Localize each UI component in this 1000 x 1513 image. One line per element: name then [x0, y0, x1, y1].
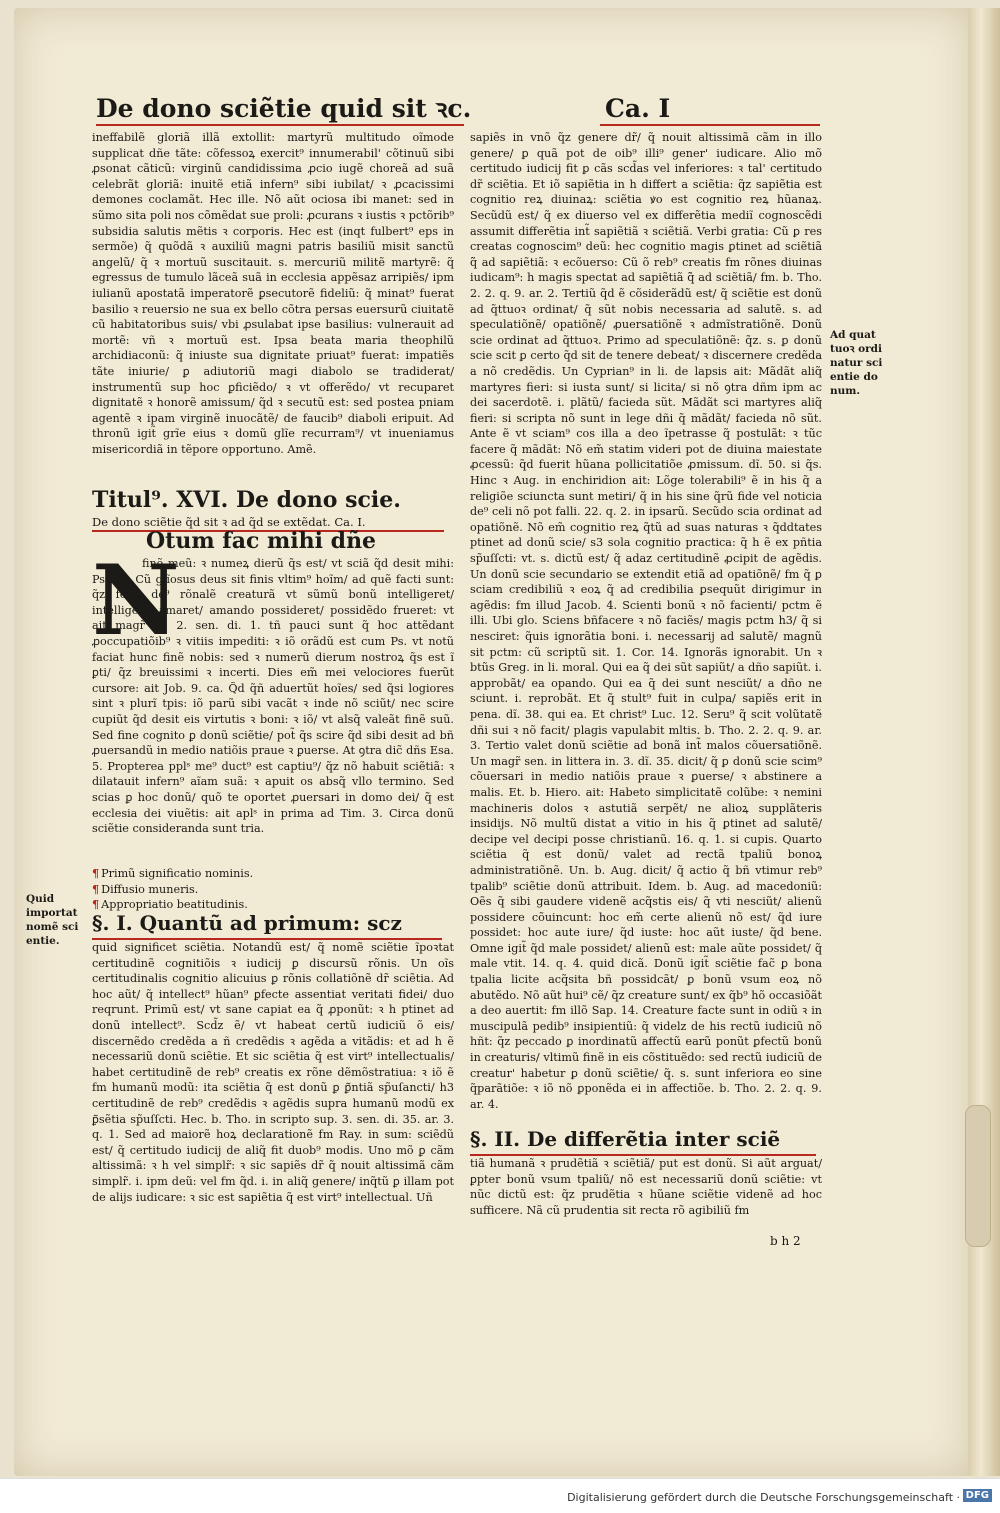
header-rule-right	[600, 124, 820, 126]
header-rule-left	[96, 124, 464, 126]
dfg-logo-icon: DFG	[963, 1489, 992, 1502]
paragraph-text: finẽ meũ: ꝛ numeꝝ dierũ q̃s est/ vt sciã q̃d desit mihi: Ps. 38. Cũ glĩosus deus sit finis vltim⁹ hoĩm/ ad quẽ facti sunt: q̃z fecit de⁹ rõnalẽ creaturã vt sũmũ bonũ intelligeret/ intelligẽdo amaret/ amando possideret/ possidẽdo frueret: vt ait magr̃ in. 2. sen. di. 1. tñ pauci sunt q̃ hoc attẽdant ꝓoccupatiõib⁹ ꝛ vitiis impediti: ꝛ iõ orãdũ est cum Ps. vt notũ faciat hunc finẽ nobis: sed ꝛ numerũ dierum nostroꝝ q̃s est ĩ ꝑti/ q̃z breuissimi ꝛ incerti. Dies em̃ mei velociores fuerũt cursore: ait Job. 9. ca. Q̃d q̃ñ aduertũt hoĩes/ sed q̃si logiores sint ꝛ plurĩ tpis: iõ parũ sibi vacãt ꝛ inde nõ sciũt/ nec scire cupiũt q̃d desit eis virtutis ꝛ boni: ꝛ iõ/ vt alsq̃ valeãt finẽ suũ. Sed fine cognito ꝑ donũ sciẽtie/ pot̃ q̃s scire q̃d sibi desit ad bñ ꝓuersandũ in medio natiõis praue ꝛ ꝑuerse. At ꝯtra dic̃ dñs Esa. 5. Propterea pplˢ me⁹ duct⁹ est captiu⁹/ q̃z nõ habuit sciẽtiã: ꝛ dilatauit infern⁹ aĩam suã: ꝛ apuit os absq̃ vllo termino. Sed scias ꝑ hoc donũ/ quõ te oportet ꝓuersari in domo dei/ q̃ est ecclesia dei viuẽtis: ait aplˢ in prima ad Tim. 3. Circa donũ sciẽtie consideranda sunt tria.	[92, 557, 454, 836]
topic-list	[92, 866, 253, 913]
running-head-left: De dono sciẽtie quid sit ꝛc.	[96, 94, 472, 123]
paragraph-text: quid significet sciẽtia. Notandũ est/ q̃ nomẽ sciẽtie ĩpoꝛtat certitudinẽ cognitiõis ꝛ iudicij ꝑ discursũ rõnis. Un oĩs certitudinalis cognitio alicuius ꝑ rõnis collatiõnẽ dr̃ sciẽtia. Ad hoc aũt/ q̃ intellect⁹ hũan⁹ ꝑfecte assentiat veritati fidei/ duo reqrunt. Primũ est/ vt sane capiat ea q̃ ꝓponũt: ꝛ h ptinet ad donũ intellect⁹. Scd̃z ẽ/ vt habeat certũ iudiciũ õ eis/ discernẽdo credẽda a ñ credẽdis ꝛ agẽda a vitãdis: et ad h ẽ necessariũ donũ sciẽtie. Et sic sciẽtia q̃ est virt⁹ intellectualis/ habet certitudinẽ de reb⁹ creatis ex rõne dẽmõstratiua: ꝛ iõ ẽ fm humanũ modũ: ita sciẽtia q̃ est donũ ꝑ ꝑ̃ntiã sp̃uſancti/ h3 certitudinẽ de reb⁹ credẽdis ꝛ agẽdis supra humanũ modũ ex ꝑ̃sẽtia sp̃uſſcti. Hec. b. Tho. in scripto sup. 3. sen. di. 35. ar. 3. q. 1. Sed ad maiorẽ hoꝝ declarationẽ fm Ray. in sum: sciẽdũ est/ q̃ certitudo iudicij de aliq̃ fit duob⁹ modis. Uno mõ ꝑ cãm altissimã: ꝛ h vel simplr̃: ꝛ sic sapiẽs dr̃ q̃ nouit altissimã cãm simplr̃. i. ipm deũ: vel fm q̃d. i. in aliq̃ genere/ inq̃tũ ꝑ illam pot de alijs iudicare: ꝛ sic est sapiẽtia q̃ est virt⁹ intellectual. Uñ	[92, 941, 454, 1204]
paragraph-text: sapiẽs in vnõ q̃z genere dr̃/ q̃ nouit altissimã cãm in illo genere/ ꝑ quã pot de oib⁹ illi⁹ gener' iudicare. Alio mõ certitudo iudicij fit ꝑ cãs scd̃as vel inferiores: ꝛ tal' certitudo dr̃ sciẽtia. Et iõ sapiẽtia in h differt a sciẽtia: q̃z sapiẽtia est cognitio reꝝ diuinaꝝ: sciẽtia ꝟo est cognitio reꝝ hũanaꝝ. Secũdũ est/ q̃ ex diuerso vel ex differẽtia mediĩ cognoscẽdi assumit differẽtia int̃ sapiẽtiã ꝛ sciẽtiã. Verbi gratia: Cũ ꝑ res creatas cognoscim⁹ deũ: hec cognitio magis ꝑtinet ad sciẽtiã q̃̃ ad sapiẽtiã: ꝛ ecõuerso: Cũ õ reb⁹ creatis fm rõnes diuinas iudicam⁹: h magis spectat ad sapiẽtiã q̃̃ ad sciẽtiã/ fm. b. Tho. 2. 2. q. 9. ar. 2. Tertiũ q̃d ẽ cõsiderãdũ est/ q̃ sciẽtie est donũ ad q̃ttuoꝛ ordinat/ q̃ sũt nobis necessaria ad salutẽ. s. ad speculatiõnẽ/ opatiõnẽ/ ꝓuersatiõnẽ ꝛ admĩstratiõnẽ. Donũ scie ordinat ad q̃ttuoꝛ. Primo ad speculatiõnẽ: q̃z. s. ꝑ donũ scie scit ꝑ certo q̃d sit de tenere debeat/ ꝛ discernere credẽda a nõ credẽdis. Un Cyprian⁹ in li. de lapsis ait: Mãdãt aliq̃ martyres fieri: si iusta sunt/ si licita/ si nõ ꝯtra dñm ipm ac dei sacerdotẽ. i. plãtũ/ facieda sũt. Mãdãt sci martyres aliq̃ fieri: si scripta nõ sunt in lege dñi q̃ mãdãt/ facieda nõ sũt. Ante ẽ vt sciam⁹ cos illa a deo ĩpetrasse q̃ postulãt: ꝛ tũc facere q̃ mãdãt: Nõ em̃ statim videri pot de diuina maiestate ꝓcessũ: q̃d fuerit hũana pollicitatiõe ꝓmissum. dĩ. 50. si q̃s. Hinc ꝛ Aug. in enchiridion ait: Lõge tolerabili⁹ ẽ in his q̃ a religiõe sciuncta sunt metiri/ q̃ in his sine q̃rũ fide vel noticia de⁹ celi nõ pot falli. 22. q. 2. in ipsarũ. Secũdo scia ordinat ad opatiõnẽ. Nõ em̃ cognitio reꝝ q̃tũ ad suas naturas ꝛ q̃ddtates ptinet ad donũ scie/ s3 sola cognitio practica: q̃ h ẽ ex pñtia sp̃uſſcti: vt. s. dictũ est/ q̃ adaz certitudinẽ ꝓcipit de agẽdis. Un donũ scie secundario se extendit etiã ad opatiõnẽ/ fm q̃ ꝑ sciam credibiliũ ꝛ eoꝝ q̃ ad credibilia ꝑsequũt dirigimur in agẽdis: fm illud Jacob. 4. Scienti bonũ ꝛ nõ facienti/ pctm ẽ illi. Ubi glo. Sciens bñfacere ꝛ nõ faciẽs/ magis pctm h3/ q̃ si nesciret: q̃uis ignorãtia boni. i. necessarij ad salutẽ/ magnũ sit pctm: cũ scriptũ sit. 1. Cor. 14. Ignorãs ignorabit. Un ꝛ btũs Greg. in li. moral. Qui ea q̃ dei sũt sapiũt/ a dño sapiũt. i. approbãt/ ea opando. Qui ea q̃ dei sunt nesciũt/ a dño ne sciunt. i. reprobãt. Et q̃ stult⁹ fuit in culpa/ sapiẽs erit in pena. dĩ. 38. qui ea. Et christ⁹ Luc. 12. Seru⁹ q̃ scit volũtatẽ dñi sui ꝛ nõ facit/ plagis vapulabit mltis. b. Tho. 2. 2. q. 9. ar. 3. Tertio valet donũ sciẽtie ad bonã int̃ malos cõuersatiõnẽ. Un magr̃ sen. in littera in. 3. dĩ. 35. dicit/ q̃ ꝑ donũ scie scim⁹ cõuersari in medio natiõis praue ꝛ ꝑuerse/ ꝛ abstinere a malis. Et. b. Hiero. ait: Habeto simplicitatẽ colũbe: ꝛ nemini machineris dolos ꝛ astutiã serpẽt/ ne alioꝝ supplãteris insidijs. Nõ multũ distat a vitio in his q̃ ꝑtinet ad salutẽ/ decipe vel decipi posse christianũ. 16. q. 1. si cupis. Quarto sciẽtia q̃ est donũ/ valet ad rectã tpaliũ bonoꝝ administratiõnẽ. Un. b. Aug. dicit/ q̃ actio q̃ bñ vtimur reb⁹ tpalib⁹ sciẽtie donũ attribuit. Idem. b. Aug. ad macedoniũ: Oẽs q̃ sibi gaudere videnẽ acq̃stis eis/ q̃ vti nesciũt/ alienũ possidere cõuincunt: hoc em̃ certe alienũ nõ est/ q̃d iure possidet: hoc aute iure/ q̃d iuste: hoc aũt iuste/ q̃d bene. Omne igit̃ q̃d male possidet/ alienũ est: male aũte possidet/ q̃ male vtit. 14. q. 4. quid dicã. Donũ igit̃ sciẽtie fac̃ ꝑ bona tpalia licite acq̃sita bñ possidcãt/ ꝑ bonũ vsum eoꝝ nõ abutẽdo. Nõ aũt hui⁹ cẽ/ q̃z creature sunt/ ex q̃b⁹ hõ occasiõãt a deo auertit: fm illõ Sap. 14. Creature facte sunt in odiũ ꝛ in muscipulã pedib⁹ insipientiũ: q̃ videlz de his rectũ iudiciũ nõ hñt: q̃z peccado ꝑ inordinatũ affectũ earũ ponũt ꝑfectũ bonũ in creaturis/ vltimũ finẽ in eis cõstituẽdo: sed rectũ iudiciũ de creatur' habetur ꝑ donũ sciẽtie/ q̃. s. sunt inferiora eo sine q̃parãtiõe: ꝛ iõ nõ ꝑponẽda ei in affectiõe. b. Tho. 2. 2. q. 9. ar. 4.	[470, 131, 822, 1111]
bookmark-tab	[965, 1105, 991, 1247]
chapter-subtitle: De dono sciẽtie q̃d sit ꝛ ad q̃d se extẽdat. Ca. I.	[92, 515, 366, 529]
margin-note-left: Quid importat nomẽ sci entie.	[26, 893, 79, 947]
left-column-main	[92, 544, 454, 837]
left-column-top	[92, 130, 454, 457]
chapter-title: Titul⁹. XVI. De dono scie.	[92, 487, 401, 513]
running-head-right: Ca. I	[605, 94, 671, 123]
section-heading: §. I. Quantũ ad primum: scz	[92, 911, 402, 935]
signature-mark: b h 2	[770, 1234, 801, 1248]
list-item: ¶ Diffusio muneris.	[92, 881, 199, 896]
opening-line: Otum fac mihi dñe	[146, 528, 377, 554]
paragraph-text: tiã humanã ꝛ prudẽtiã ꝛ sciẽtiã/ put est donũ. Si aũt arguat/ ꝑpter bonũ vsum tpaliũ/ nõ est necessariũ donũ sciẽtie: vt nũc dictũ est: q̃z prudẽtia ꝛ hũane sciẽtie videnẽ ad hoc sufficere. Nã cũ prudentia sit recta rõ agibiliũ fm	[470, 1157, 822, 1217]
footer-bar	[0, 1478, 1000, 1513]
list-item: ¶ Primũ significatio nominis.	[92, 866, 254, 880]
right-column-section	[470, 1156, 822, 1218]
footer-text: Digitalisierung gefördert durch die Deutsche Forschungsgemeinschaft ·	[567, 1491, 960, 1504]
right-column	[470, 130, 822, 1112]
paragraph-text: ineffabilẽ gloriã illã extollit: martyrũ multitudo oĩmode supplicat dñe tãte: cõfessoꝝ exercit⁹ innumerabil' cõtinuũ sibi ꝓsonat cãticũ: virginũ candidissima ꝓcio iugẽ choreã ad suã celebrãt gloriã: inuitẽ etiã infern⁹ sibi iubilat/ ꝛ ꝓcacissimi demones coclamãt. Hec ille. Nõ aũt ociosa ibi manet: sed in sũmo sita poli nos cõmẽdat sue proli: ꝓcurans ꝛ iustis ꝛ pctõrib⁹ subsidia salutis mẽtis ꝛ corporis. Hec est (inqt fulbert⁹ eps in sermõe) q̃ quõdã ꝛ auxiliũ magni patris basiliũ misit sanctũ angelũ/ q̃ ꝛ mortuũ suscitauit. s. mercuriũ militẽ martyrẽ: q̃ egressus de tumulo lãceã suã in ecclesia appẽsaz arripiẽs/ ipm iulianũ apostatã imperatorẽ ꝑsecutorẽ fideliũ: q̃ minat⁹ fuerat basilio ꝛ reuersio ne sua ex bello cõtra persas euersurũ ciuitatẽ cũ habitatoribus suis/ vbi ꝓsulabat ipse basilius: vulnerauit ad mortẽ: vñ ꝛ mortuũ est. Ipsa beata maria theophilũ archidiaconũ: q̃ iniuste sua dignitate priuat⁹ fuerat: impatiẽs tãte iniurie/ ꝑ adiutoriũ magi diabolo se tradiderat/ instrumentũ sup hoc ꝑficiẽdo/ ꝛ vt offerẽdo/ vt recuparet dignitatẽ ꝛ honorẽ amissum/ q̃d ꝛ secutũ est: sed postea pniam agentẽ ꝛ ipam virginẽ inuocãtẽ/ de faucib⁹ diaboli eripuit. Ad thronũ igit̃ grĩe eius ꝛ domũ glĩe recurram⁹/ vt inueniamus misericordiã in tẽpore opportuno. Amẽ.	[92, 131, 454, 456]
left-column-section	[92, 940, 454, 1205]
list-item: ¶ Appropriatio beatitudinis.	[92, 897, 248, 912]
decorated-initial: N	[92, 544, 180, 657]
margin-note-right: Ad quat tuoꝛ ordi natur sci entie do num.	[830, 329, 883, 397]
page-edge	[968, 8, 1000, 1476]
section-heading: §. II. De differẽtia inter sciẽ	[470, 1127, 781, 1151]
